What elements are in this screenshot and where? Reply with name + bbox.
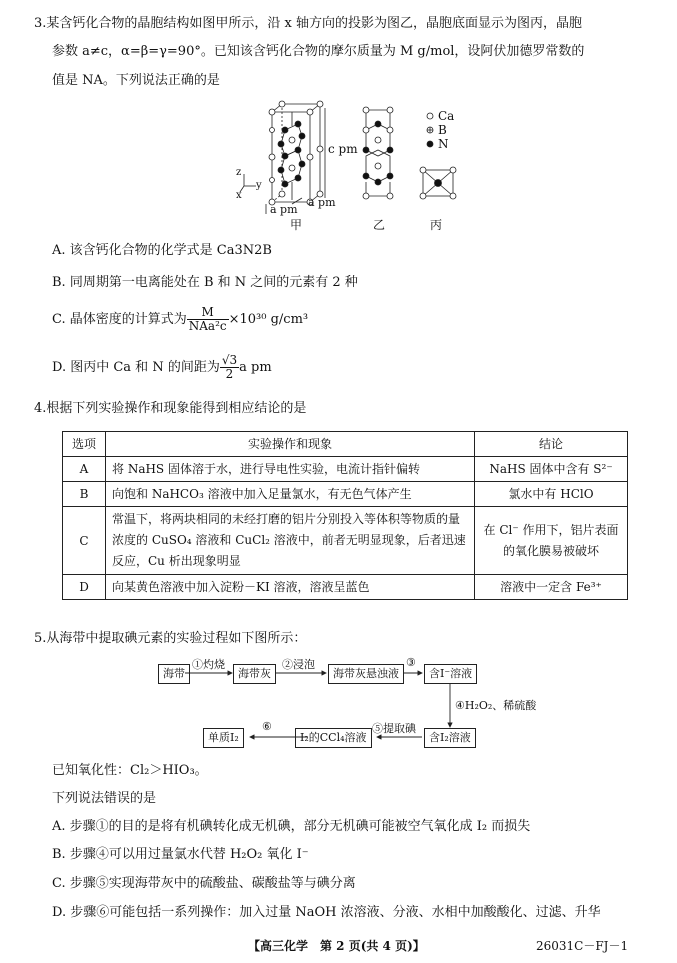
legend-symbols bbox=[427, 113, 433, 147]
table-row bbox=[63, 482, 628, 507]
flow-box-iodide-solution: 含I⁻溶液 bbox=[424, 664, 477, 684]
row-conclusion: 氯水中有 HClO bbox=[475, 482, 628, 507]
fig-jia-atoms bbox=[269, 101, 323, 205]
q3-option-a: A. 该含钙化合物的化学式是 Ca3N2B bbox=[52, 243, 272, 258]
a-pm-label: a pm bbox=[270, 203, 298, 216]
q3-option-b: B. 同周期第一电离能处在 B 和 N 之间的元素有 2 种 bbox=[52, 275, 358, 290]
q5-ask: 下列说法错误的是 bbox=[52, 791, 157, 806]
table-row bbox=[63, 507, 628, 575]
q3-option-c-denominator: NAa²c bbox=[188, 319, 227, 333]
crystal-figures bbox=[230, 100, 470, 232]
axis-arrows bbox=[240, 174, 256, 192]
row-option: A bbox=[63, 457, 106, 482]
fig-yi-atoms bbox=[363, 107, 393, 199]
row-conclusion: NaHS 固体中含有 S²⁻ bbox=[475, 457, 628, 482]
q5-option-d: D. 步骤⑥可能包括一系列操作：加入过量 NaOH 浓溶液、分液、水相中加酸酸化、过滤、升华 bbox=[52, 905, 601, 920]
q5-option-a: A. 步骤①的目的是将有机碘转化成无机碘，部分无机碘可能被空气氧化成 I₂ 而损失 bbox=[52, 819, 531, 834]
flow-box-ccl4-solution: I₂的CCl₄溶液 bbox=[295, 728, 372, 748]
fig-yi-caption: 乙 bbox=[373, 218, 386, 232]
q3-stem-line2: 参数 a≠c，α=β=γ=90°。已知该含钙化合物的摩尔质量为 M g/mol，设阿伏加德罗常数的 bbox=[52, 44, 585, 59]
row-conclusion: 溶液中一定含 Fe³⁺ bbox=[475, 575, 628, 600]
legend-ca: Ca bbox=[438, 109, 455, 123]
experiment-table bbox=[62, 431, 628, 600]
q5-option-b: B. 步骤④可以用过量氯水代替 H₂O₂ 氧化 I⁻ bbox=[52, 847, 309, 862]
row-conclusion: 在 Cl⁻ 作用下，铝片表面的氧化膜易被破坏 bbox=[475, 507, 628, 575]
flow-step-2: ②浸泡 bbox=[282, 658, 315, 671]
c-pm-label: c pm bbox=[328, 142, 358, 156]
table-header-row bbox=[63, 432, 628, 457]
row-option: B bbox=[63, 482, 106, 507]
row-operation: 向某黄色溶液中加入淀粉－KI 溶液，溶液呈蓝色 bbox=[106, 575, 475, 600]
q3-option-c bbox=[52, 303, 308, 337]
flow-step-1: ①灼烧 bbox=[192, 658, 225, 671]
flow-step-6: ⑥ bbox=[262, 720, 272, 733]
footer-page-info: 【高三化学 第 2 页(共 4 页)】 bbox=[248, 939, 425, 953]
q3-option-d bbox=[52, 350, 272, 386]
flow-step-5: ⑤提取碘 bbox=[372, 722, 416, 735]
fig-bing-atoms bbox=[420, 167, 456, 199]
row-operation: 向饱和 NaHCO₃ 溶液中加入足量氯水，有无色气体产生 bbox=[106, 482, 475, 507]
axis-x-label: x bbox=[236, 190, 242, 201]
q3-option-d-suffix: a pm bbox=[239, 360, 272, 375]
q5-option-c: C. 步骤⑤实现海带灰中的硫酸盐、碳酸盐等与碘分离 bbox=[52, 876, 356, 891]
q3-stem-line3: 值是 NA。下列说法正确的是 bbox=[52, 73, 220, 88]
a-pm-label-2: a pm bbox=[308, 196, 336, 209]
q4-stem: 4.根据下列实验操作和现象能得到相应结论的是 bbox=[34, 401, 307, 416]
q3-option-c-suffix: ×10³⁰ g/cm³ bbox=[228, 312, 309, 327]
row-operation: 常温下，将两块相同的未经打磨的铝片分别投入等体积等物质的量浓度的 CuSO₄ 溶液和 CuCl₂ 溶液中，前者无明显现象，后者迅速反应，Cu 析出现象明显 bbox=[106, 507, 475, 575]
flow-box-iodine: 单质I₂ bbox=[203, 728, 244, 748]
fig-bing-caption: 丙 bbox=[430, 218, 443, 232]
legend-b: B bbox=[438, 123, 447, 137]
flow-box-seaweed: 海带 bbox=[158, 664, 190, 684]
fig-jia-caption: 甲 bbox=[290, 218, 303, 232]
axis-z-label: z bbox=[236, 167, 242, 178]
flow-step-3: ③ bbox=[406, 656, 416, 669]
q3-option-c-fraction bbox=[187, 306, 229, 333]
flow-box-ash: 海带灰 bbox=[233, 664, 276, 684]
header-option: 选项 bbox=[63, 432, 106, 457]
q5-stem: 5.从海带中提取碘元素的实验过程如下图所示： bbox=[34, 631, 307, 646]
table-row bbox=[63, 575, 628, 600]
q3-option-c-prefix: C. 晶体密度的计算式为 bbox=[52, 312, 187, 327]
row-operation: 将 NaHS 固体溶于水，进行导电性实验，电流计指针偏转 bbox=[106, 457, 475, 482]
q3-stem-line1: 3.某含钙化合物的晶胞结构如图甲所示，沿 x 轴方向的投影为图乙，晶胞底面显示为图丙，晶胞 bbox=[34, 16, 583, 31]
q3-option-c-numerator: M bbox=[187, 306, 229, 320]
flow-box-suspension: 海带灰悬浊液 bbox=[328, 664, 404, 684]
footer-code: 26031C－FJ－1 bbox=[536, 939, 629, 953]
legend-n: N bbox=[438, 137, 449, 151]
q3-option-d-fraction bbox=[220, 354, 239, 381]
row-option: D bbox=[63, 575, 106, 600]
q3-option-d-denominator: 2 bbox=[225, 367, 234, 381]
table-row bbox=[63, 457, 628, 482]
q3-option-d-prefix: D. 图丙中 Ca 和 N 的间距为 bbox=[52, 360, 220, 375]
flow-box-iodine-solution: 含I₂溶液 bbox=[424, 728, 476, 748]
header-operation: 实验操作和现象 bbox=[106, 432, 475, 457]
flow-step-4: ④H₂O₂、稀硫酸 bbox=[455, 699, 537, 712]
q5-known: 已知氧化性：Cl₂＞HIO₃。 bbox=[52, 763, 208, 778]
q3-option-d-numerator: √3 bbox=[221, 353, 238, 367]
row-option: C bbox=[63, 507, 106, 575]
axis-y-label: y bbox=[256, 180, 262, 191]
header-conclusion: 结论 bbox=[475, 432, 628, 457]
